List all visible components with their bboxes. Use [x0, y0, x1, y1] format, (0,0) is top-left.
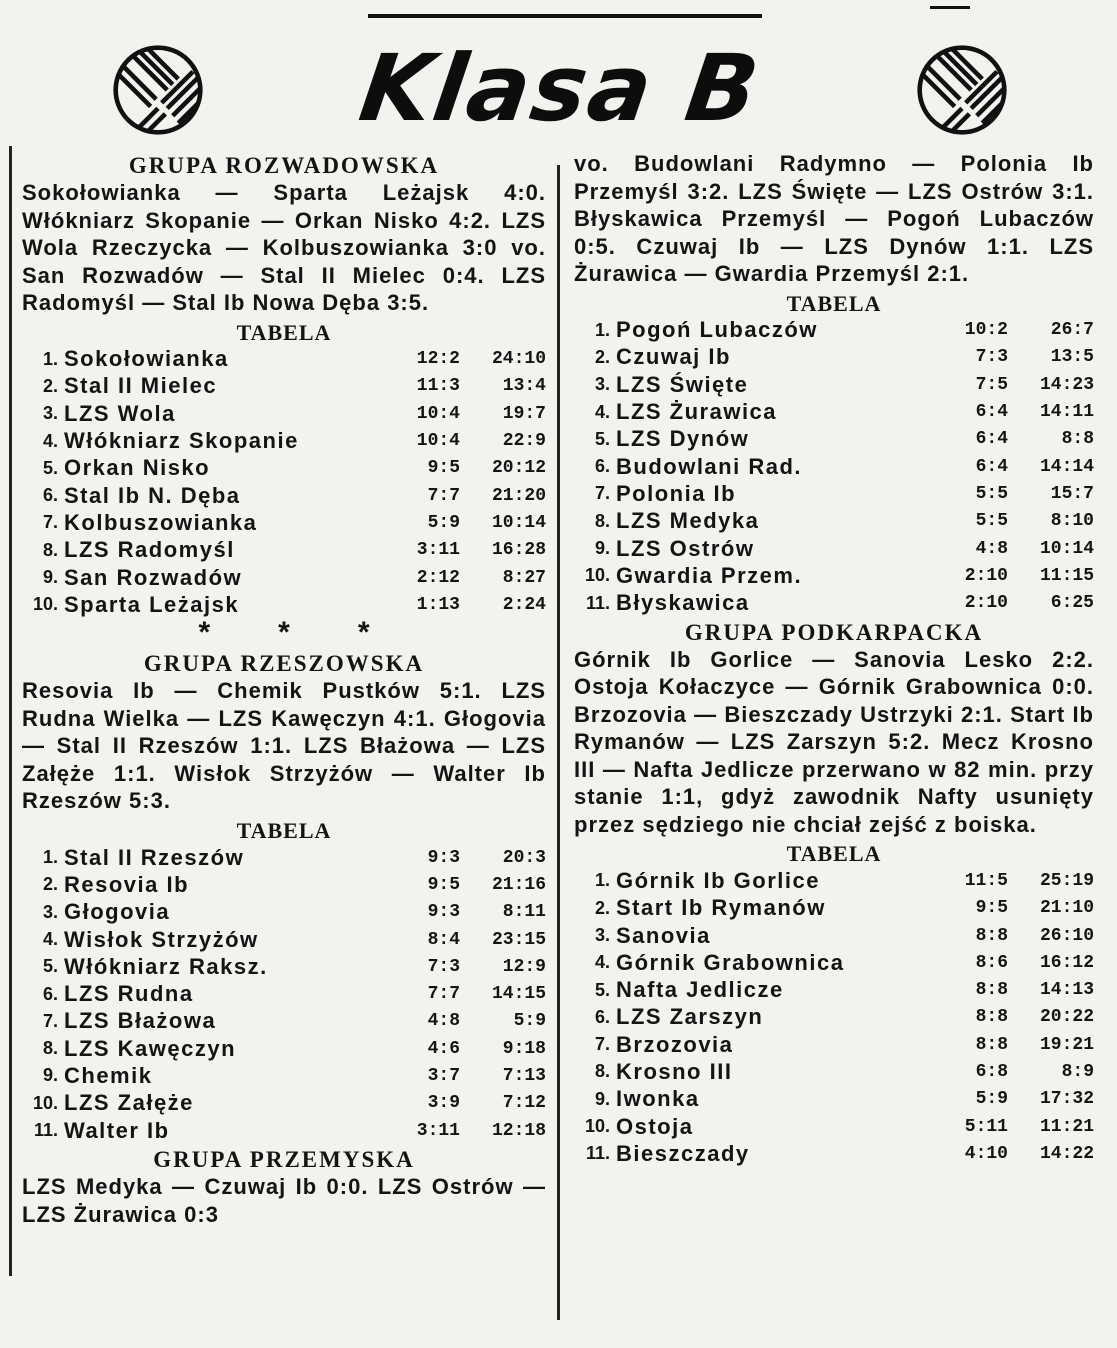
goals-cell: 24:10	[491, 349, 546, 370]
table-row	[574, 867, 1094, 894]
group-przemyska-continued	[574, 150, 1094, 617]
group-heading: GRUPA ROZWADOWSKA	[128, 153, 440, 178]
separator-star: *	[357, 616, 370, 650]
group-heading: GRUPA PODKARPACKA	[684, 619, 984, 645]
goals-cell: 14:23	[1039, 374, 1094, 395]
table-row	[22, 1117, 546, 1144]
points-cell: 8:8	[975, 1034, 1008, 1055]
table-row	[574, 371, 1094, 398]
position-cell: 11.	[585, 1143, 610, 1164]
table-row	[22, 1062, 546, 1089]
team-cell: LZS Zarszyn	[616, 1004, 764, 1030]
page-title: Klasa B	[353, 35, 767, 142]
table-row	[22, 953, 546, 980]
points-cell: 7:7	[427, 485, 460, 506]
team-cell: Budowlani Rad.	[616, 453, 802, 479]
table-row	[574, 398, 1094, 425]
team-cell: Orkan Nisko	[64, 455, 211, 481]
goals-cell: 26:7	[1050, 320, 1094, 341]
team-cell: Sokołowianka	[64, 346, 229, 372]
goals-cell: 14:22	[1039, 1143, 1094, 1164]
points-cell: 6:4	[975, 402, 1008, 423]
team-cell: Polonia Ib	[616, 480, 737, 506]
points-cell: 1:13	[416, 594, 460, 615]
standings-table	[574, 317, 1094, 617]
goals-cell: 17:32	[1039, 1089, 1094, 1110]
points-cell: 5:9	[975, 1089, 1008, 1110]
football-icon	[916, 44, 1008, 136]
goals-cell: 9:18	[502, 1038, 546, 1059]
position-cell: 8.	[42, 1038, 58, 1059]
separator-star: *	[198, 616, 211, 650]
table-row	[574, 1086, 1094, 1113]
table-row	[22, 564, 546, 591]
goals-cell: 13:4	[502, 376, 546, 397]
goals-cell: 7:13	[502, 1065, 546, 1086]
table-row	[22, 537, 546, 564]
goals-cell: 23:15	[491, 929, 546, 950]
table-title: TABELA	[786, 290, 882, 316]
goals-cell: 16:12	[1039, 952, 1094, 973]
position-cell: 9.	[42, 1065, 58, 1086]
goals-cell: 13:5	[1050, 347, 1094, 368]
points-cell: 6:8	[975, 1061, 1008, 1082]
position-cell: 3.	[42, 403, 58, 424]
table-row	[22, 1090, 546, 1117]
table-row	[574, 976, 1094, 1003]
team-cell: Sanovia	[616, 922, 711, 948]
team-cell: LZS Błażowa	[64, 1008, 217, 1034]
team-cell: LZS Żurawica	[616, 399, 778, 425]
points-cell: 8:8	[975, 980, 1008, 1001]
table-row	[574, 922, 1094, 949]
team-cell: Nafta Jedlicze	[616, 977, 784, 1003]
goals-cell: 21:10	[1039, 898, 1094, 919]
team-cell: LZS Ostrów	[616, 535, 755, 561]
team-cell: Ostoja	[616, 1113, 694, 1139]
team-cell: Włókniarz Skopanie	[64, 428, 299, 454]
position-cell: 10.	[32, 1092, 58, 1113]
goals-cell: 21:16	[491, 874, 546, 895]
position-cell: 1.	[42, 847, 58, 868]
position-cell: 7.	[594, 483, 610, 504]
points-cell: 4:10	[964, 1143, 1008, 1164]
match-results: vo. Budowlani Radymno — Polonia Ib Przemyśl 3:2. LZS Święte — LZS Ostrów 3:1. Błyskawica Przemyśl — Pogoń Lubaczów 0:5. Czuwaj Ib — LZS Dynów 1:1. LZS Żurawica — Gwardia Przemyśl 2:1.	[574, 151, 1094, 286]
table-row	[22, 591, 546, 618]
position-cell: 7.	[42, 1010, 58, 1031]
position-cell: 2.	[594, 346, 610, 367]
position-cell: 6.	[42, 485, 58, 506]
table-title: TABELA	[236, 319, 332, 345]
table-row	[574, 1031, 1094, 1058]
points-cell: 10:4	[416, 403, 460, 424]
section-separator	[22, 618, 546, 648]
points-cell: 10:4	[416, 431, 460, 452]
points-cell: 11:3	[416, 376, 460, 397]
points-cell: 7:3	[975, 347, 1008, 368]
table-row	[22, 1035, 546, 1062]
goals-cell: 6:25	[1050, 593, 1094, 614]
position-cell: 6.	[594, 1006, 610, 1027]
table-row	[574, 1113, 1094, 1140]
position-cell: 7.	[594, 1034, 610, 1055]
position-cell: 6.	[594, 456, 610, 477]
goals-cell: 7:12	[502, 1093, 546, 1114]
position-cell: 5.	[594, 979, 610, 1000]
points-cell: 7:5	[975, 374, 1008, 395]
points-cell: 2:10	[964, 593, 1008, 614]
team-cell: Gwardia Przem.	[616, 562, 803, 588]
table-row	[574, 895, 1094, 922]
position-cell: 11.	[585, 592, 610, 613]
position-cell: 8.	[594, 510, 610, 531]
table-row	[574, 1058, 1094, 1085]
team-cell: Stal II Rzeszów	[64, 844, 245, 870]
points-cell: 7:7	[427, 984, 460, 1005]
column-rule-middle	[557, 165, 560, 1320]
position-cell: 1.	[594, 319, 610, 340]
standings-table	[574, 867, 1094, 1167]
masthead	[100, 34, 1020, 144]
goals-cell: 14:13	[1039, 980, 1094, 1001]
top-rule	[368, 14, 762, 18]
points-cell: 9:5	[427, 458, 460, 479]
table-row	[22, 844, 546, 871]
table-row	[574, 949, 1094, 976]
table-row	[22, 926, 546, 953]
table-row	[22, 346, 546, 373]
points-cell: 3:11	[416, 1120, 460, 1141]
points-cell: 6:4	[975, 429, 1008, 450]
team-cell: Iwonka	[616, 1086, 700, 1112]
position-cell: 10.	[32, 594, 58, 615]
table-row	[574, 344, 1094, 371]
team-cell: Kolbuszowianka	[64, 509, 258, 535]
points-cell: 8:6	[975, 952, 1008, 973]
goals-cell: 10:14	[491, 512, 546, 533]
goals-cell: 20:12	[491, 458, 546, 479]
position-cell: 3.	[594, 925, 610, 945]
position-cell: 4.	[594, 952, 610, 973]
position-cell: 3.	[42, 901, 58, 922]
position-cell: 5.	[42, 956, 58, 977]
team-cell: Stal II Mielec	[64, 373, 218, 399]
position-cell: 4.	[42, 929, 58, 949]
goals-cell: 16:28	[491, 540, 546, 561]
table-row	[574, 480, 1094, 507]
team-cell: Start Ib Rymanów	[616, 895, 826, 921]
right-column	[574, 150, 1094, 1168]
team-cell: Czuwaj Ib	[616, 344, 731, 370]
points-cell: 5:11	[964, 1116, 1008, 1137]
group-heading: GRUPA PRZEMYSKA	[153, 1147, 415, 1173]
position-cell: 6.	[42, 983, 58, 1004]
points-cell: 5:5	[975, 511, 1008, 532]
team-cell: LZS Kawęczyn	[64, 1035, 237, 1061]
team-cell: Chemik	[64, 1062, 153, 1088]
points-cell: 8:8	[975, 1007, 1008, 1028]
team-cell: LZS Święte	[616, 371, 749, 397]
match-results: LZS Medyka — Czuwaj Ib 0:0. LZS Ostrów — LZS Żurawica 0:3	[22, 1174, 546, 1227]
goals-cell: 14:15	[491, 984, 546, 1005]
table-row	[574, 1140, 1094, 1167]
group-przemyska-start	[22, 1146, 546, 1228]
table-row	[574, 562, 1094, 589]
position-cell: 10.	[584, 565, 610, 586]
table-row	[574, 1004, 1094, 1031]
goals-cell: 8:27	[502, 567, 546, 588]
table-row	[574, 453, 1094, 480]
points-cell: 4:8	[975, 538, 1008, 559]
goals-cell: 15:7	[1050, 483, 1094, 504]
table-row	[574, 589, 1094, 616]
position-cell: 1.	[42, 348, 58, 369]
team-cell: LZS Załęże	[64, 1090, 194, 1116]
goals-cell: 22:9	[502, 431, 546, 452]
goals-cell: 8:11	[502, 902, 546, 923]
table-row	[22, 871, 546, 898]
position-cell: 2.	[42, 375, 58, 396]
position-cell: 9.	[594, 1088, 610, 1109]
standings-table	[22, 346, 546, 619]
points-cell: 8:8	[975, 925, 1008, 946]
table-row	[22, 400, 546, 427]
team-cell: Pogoń Lubaczów	[616, 317, 818, 343]
points-cell: 2:10	[964, 565, 1008, 586]
points-cell: 10:2	[964, 320, 1008, 341]
table-row	[22, 509, 546, 536]
match-results: Górnik Ib Gorlice — Sanovia Lesko 2:2. Ostoja Kołaczyce — Górnik Grabownica 0:0. Brzozovia — Bieszczady Ustrzyki 2:1. Start Ib Rymanów — LZS Zarszyn 5:2. Mecz Krosno III — Nafta Jedlicze przerwano w 82 min. przy stanie 1:1, gdyż zawodnik Nafty usunięty przez sędziego nie chciał zejść z boiska.	[574, 646, 1094, 837]
goals-cell: 25:19	[1039, 870, 1094, 891]
position-cell: 8.	[594, 1061, 610, 1082]
group-heading: GRUPA RZESZOWSKA	[143, 651, 425, 677]
points-cell: 3:11	[416, 540, 460, 561]
team-cell: Błyskawica	[616, 590, 750, 616]
table-row	[574, 426, 1094, 453]
table-row	[22, 1008, 546, 1035]
group-rozwadowska	[22, 152, 546, 618]
team-cell: LZS Wola	[64, 400, 176, 426]
team-cell: Walter Ib	[64, 1117, 170, 1143]
goals-cell: 8:10	[1050, 511, 1094, 532]
goals-cell: 26:10	[1039, 925, 1094, 946]
team-cell: Głogovia	[64, 899, 171, 925]
position-cell: 3.	[594, 374, 610, 395]
group-podkarpacka	[574, 619, 1094, 1168]
position-cell: 11.	[33, 1120, 58, 1141]
position-cell: 1.	[594, 870, 610, 891]
position-cell: 4.	[594, 401, 610, 422]
team-cell: Krosno III	[616, 1058, 733, 1084]
team-cell: Resovia Ib	[64, 871, 190, 897]
goals-cell: 20:22	[1039, 1007, 1094, 1028]
points-cell: 2:12	[416, 567, 460, 588]
points-cell: 7:3	[427, 956, 460, 977]
position-cell: 5.	[42, 457, 58, 478]
points-cell: 3:9	[427, 1093, 460, 1114]
team-cell: Włókniarz Raksz.	[64, 953, 268, 979]
points-cell: 9:5	[975, 898, 1008, 919]
team-cell: Górnik Ib Gorlice	[616, 867, 820, 893]
team-cell: Górnik Grabownica	[616, 949, 845, 975]
team-cell: San Rozwadów	[64, 564, 243, 590]
points-cell: 12:2	[416, 349, 460, 370]
goals-cell: 19:21	[1039, 1034, 1094, 1055]
goals-cell: 5:9	[513, 1011, 546, 1032]
table-row	[22, 482, 546, 509]
position-cell: 9.	[594, 538, 610, 559]
points-cell: 3:7	[427, 1065, 460, 1086]
goals-cell: 2:24	[502, 594, 546, 615]
points-cell: 9:3	[427, 902, 460, 923]
table-row	[22, 980, 546, 1007]
points-cell: 6:4	[975, 456, 1008, 477]
table-row	[22, 899, 546, 926]
goals-cell: 20:3	[502, 847, 546, 868]
table-row	[574, 317, 1094, 344]
table-row	[22, 373, 546, 400]
goals-cell: 12:9	[502, 956, 546, 977]
match-results: Resovia Ib — Chemik Pustków 5:1. LZS Rudna Wielka — LZS Kawęczyn 4:1. Głogovia — Stal II Rzeszów 1:1. LZS Błażowa — LZS Załęże 1:1. Wisłok Strzyżów — Walter Ib Rzeszów 5:3.	[22, 678, 546, 814]
column-rule-left	[9, 146, 12, 1276]
match-results: Sokołowianka — Sparta Leżajsk 4:0. Włókniarz Skopanie — Orkan Nisko 4:2. LZS Wola Rzeczycka — Kolbuszowianka 3:0 vo. San Rozwadów — Stal II Mielec 0:4. LZS Radomyśl — Stal Ib Nowa Dęba 3:5.	[22, 180, 546, 315]
points-cell: 8:4	[427, 929, 460, 950]
group-rzeszowska	[22, 650, 546, 1144]
goals-cell: 14:11	[1039, 402, 1094, 423]
team-cell: Bieszczady	[616, 1140, 750, 1166]
team-cell: Brzozovia	[616, 1031, 734, 1057]
left-column	[22, 150, 546, 1228]
goals-cell: 8:9	[1061, 1061, 1094, 1082]
team-cell: Wisłok Strzyżów	[64, 926, 259, 952]
standings-table	[22, 844, 546, 1144]
position-cell: 5.	[594, 428, 610, 449]
table-title: TABELA	[786, 841, 882, 867]
position-cell: 7.	[42, 512, 58, 533]
team-cell: LZS Radomyśl	[64, 537, 235, 563]
team-cell: LZS Medyka	[616, 508, 760, 534]
table-row	[574, 535, 1094, 562]
goals-cell: 14:14	[1039, 456, 1094, 477]
points-cell: 4:8	[427, 1011, 460, 1032]
position-cell: 2.	[42, 874, 58, 895]
position-cell: 4.	[42, 430, 58, 451]
goals-cell: 11:21	[1039, 1116, 1094, 1137]
goals-cell: 8:8	[1061, 429, 1094, 450]
goals-cell: 19:7	[502, 403, 546, 424]
goals-cell: 12:18	[491, 1120, 546, 1141]
team-cell: Stal Ib N. Dęba	[64, 482, 241, 508]
goals-cell: 21:20	[491, 485, 546, 506]
position-cell: 9.	[42, 567, 58, 588]
team-cell: LZS Rudna	[64, 981, 194, 1007]
team-cell: LZS Dynów	[616, 426, 750, 452]
goals-cell: 11:15	[1039, 565, 1094, 586]
points-cell: 11:5	[964, 870, 1008, 891]
table-row	[22, 427, 546, 454]
points-cell: 9:5	[427, 874, 460, 895]
points-cell: 9:3	[427, 847, 460, 868]
points-cell: 5:9	[427, 512, 460, 533]
team-cell: Sparta Leżajsk	[64, 591, 240, 617]
table-row	[22, 455, 546, 482]
goals-cell: 10:14	[1039, 538, 1094, 559]
position-cell: 2.	[594, 897, 610, 918]
football-icon	[112, 44, 204, 136]
position-cell: 8.	[42, 539, 58, 560]
top-rule-tick	[930, 0, 970, 9]
points-cell: 4:6	[427, 1038, 460, 1059]
points-cell: 5:5	[975, 483, 1008, 504]
table-title: TABELA	[236, 817, 332, 843]
position-cell: 10.	[584, 1116, 610, 1137]
table-row	[574, 508, 1094, 535]
separator-star: *	[278, 616, 290, 650]
